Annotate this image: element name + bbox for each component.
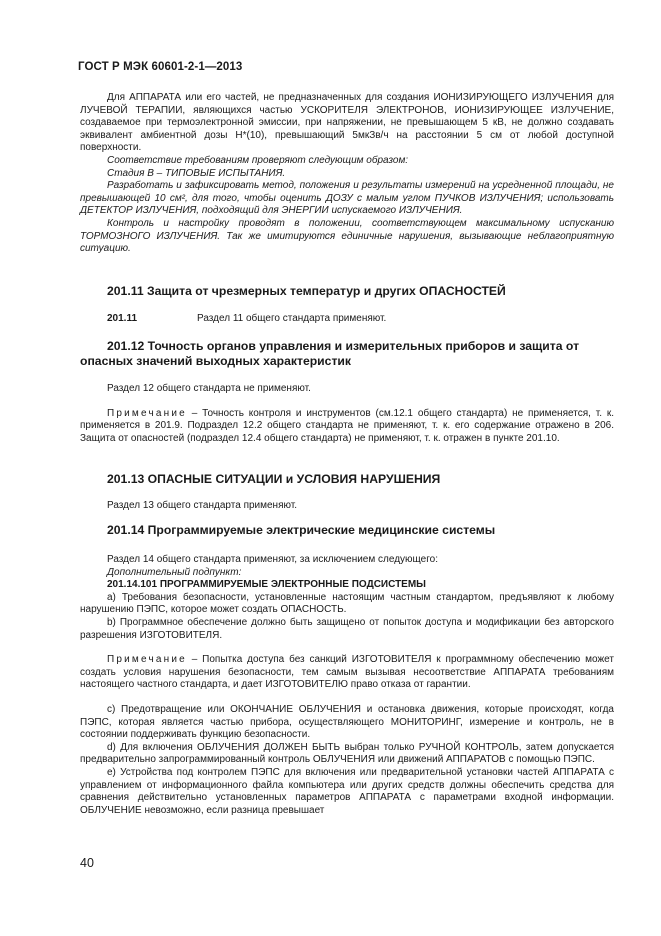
paragraph: Раздел 13 общего стандарта применяют. — [107, 500, 298, 511]
paragraph: Раздел 14 общего стандарта применяют, за исключением следующего: — [107, 554, 438, 565]
paragraph: Соответствие требованиям проверяют следующим образом: — [107, 154, 409, 166]
clause-text: Раздел 11 общего стандарта применяют. — [197, 313, 387, 324]
section-201-13-body — [80, 500, 614, 513]
paragraph: а) Требования безопасности, установленные настоящим частным стандартом, предъявляют к любому нарушению ПЭПС, которое может создать ОПАСНОСТЬ. — [80, 591, 614, 616]
paragraph: b) Программное обеспечение должно быть защищено от попыток доступа и модификации без авторского разрешения ИЗГОТОВИТЕЛЯ. — [80, 616, 614, 641]
paragraph: Раздел 12 общего стандарта не применяют. — [107, 383, 311, 394]
paragraph: d) Для включения ОБЛУЧЕНИЯ ДОЛЖЕН БЫТЬ выбран только РУЧНОЙ КОНТРОЛЬ, затем допускается предварительно запрограммированный контроль ОБЛУЧЕНИЯ или движений АППАРАТОВ с помощью ПЭПС. — [80, 741, 614, 766]
paragraph: с) Предотвращение или ОКОНЧАНИЕ ОБЛУЧЕНИЯ и остановка движения, которые происходят, когда ПЭПС, которая является частью прибора, осуществляющего МОНИТОРИНГ, измерение и контроль, не в состоянии поддерживать функцию безопасности. — [80, 703, 614, 741]
note-label: Примечание — [107, 654, 187, 666]
document-header: ГОСТ Р МЭК 60601-2-1—2013 — [78, 61, 243, 73]
section-heading-201-12: 201.12 Точность органов управления и измерительных приборов и защита от опасных значений выходных характеристик — [80, 339, 580, 368]
section-heading-201-14: 201.14 Программируемые электрические медицинские системы — [107, 523, 496, 537]
section-201-14-body — [80, 554, 614, 817]
page-number: 40 — [80, 856, 94, 870]
subclause-heading: 201.14.101 ПРОГРАММИРУЕМЫЕ ЭЛЕКТРОННЫЕ ПОДСИСТЕМЫ — [107, 579, 426, 591]
note-label: Примечание — [107, 407, 187, 419]
section-heading-201-11: 201.11 Защита от чрезмерных температур и других ОПАСНОСТЕЙ — [107, 284, 506, 298]
intro-block — [80, 92, 614, 256]
paragraph: Для АППАРАТА или его частей, не предназначенных для создания ИОНИЗИРУЮЩЕГО ИЗЛУЧЕНИЯ для ЛУЧЕВОЙ ТЕРАПИИ, являющихся частью УСКОРИТЕЛЯ ЭЛЕКТРОНОВ, ИОНИЗИРУЮЩЕЕ ИЗЛУЧЕНИЕ, создаваемое при термоэлектронной эмиссии, при напряжении, не превышающем 5 кВ, не должно создавать эквивалент амбиентной дозы H*(10), превышающий 5мкЗв/ч на расстоянии 5 см от любой доступной поверхности. — [80, 92, 614, 154]
section-heading-201-13: 201.13 ОПАСНЫЕ СИТУАЦИИ и УСЛОВИЯ НАРУШЕНИЯ — [107, 472, 441, 486]
paragraph: е) Устройства под контролем ПЭПС для включения или предварительной установки частей АППАРАТА с управлением от информационного файла компьютера или других средств должны обеспечить средства для сравнения действительно установленных параметров АППАРАТА с параметрами входной информации. ОБЛУЧЕНИЕ невозможно, если разница превышает — [80, 766, 614, 816]
section-201-12-body — [80, 383, 614, 445]
note-text: – Попытка доступа без санкций ИЗГОТОВИТЕЛЯ к программному обеспечению может создать условия нарушения безопасности, тем самым вызывая несоответствие АППАРАТА требованиям настоящего частного стандарта, и дает ИЗГОТОВИТЕЛЮ право отказа от гарантии. — [80, 654, 614, 691]
paragraph: Стадия В – ТИПОВЫЕ ИСПЫТАНИЯ. — [107, 167, 286, 179]
note-paragraph — [80, 408, 614, 446]
paragraph: Разработать и зафиксировать метод, положения и результаты измерений на усредненной площади, не превышающей 10 см², для того, чтобы оценить ДОЗУ с малым углом ПУЧКОВ ИЗЛУЧЕНИЯ; использовать ДЕТЕКТОР ИЗЛУЧЕНИЯ, подходящий для ЭНЕРГИИ испускаемого ИЗЛУЧЕНИЯ. — [80, 180, 614, 217]
section-201-11-row — [107, 313, 386, 324]
paragraph: Дополнительный подпункт: — [107, 566, 242, 578]
note-text: – Точность контроля и инструментов (см.12.1 общего стандарта) не применяется, т. к. применяется в 201.9. Подраздел 12.2 общего стандарта не применяют, т. к. его содержание отражено в 206. Защита от опасностей (подраздел 12.4 общего стандарта) не применяют, т. к. отражен в пункте 201.10. — [80, 407, 614, 444]
note-paragraph — [80, 654, 614, 692]
paragraph: Контроль и настройку проводят в положении, соответствующем максимальному испусканию ТОРМОЗНОГО ИЗЛУЧЕНИЯ. Так же имитируются единичные нарушения, вызывающие неблагоприятную ситуацию. — [80, 217, 614, 255]
clause-number: 201.11 — [107, 313, 138, 324]
